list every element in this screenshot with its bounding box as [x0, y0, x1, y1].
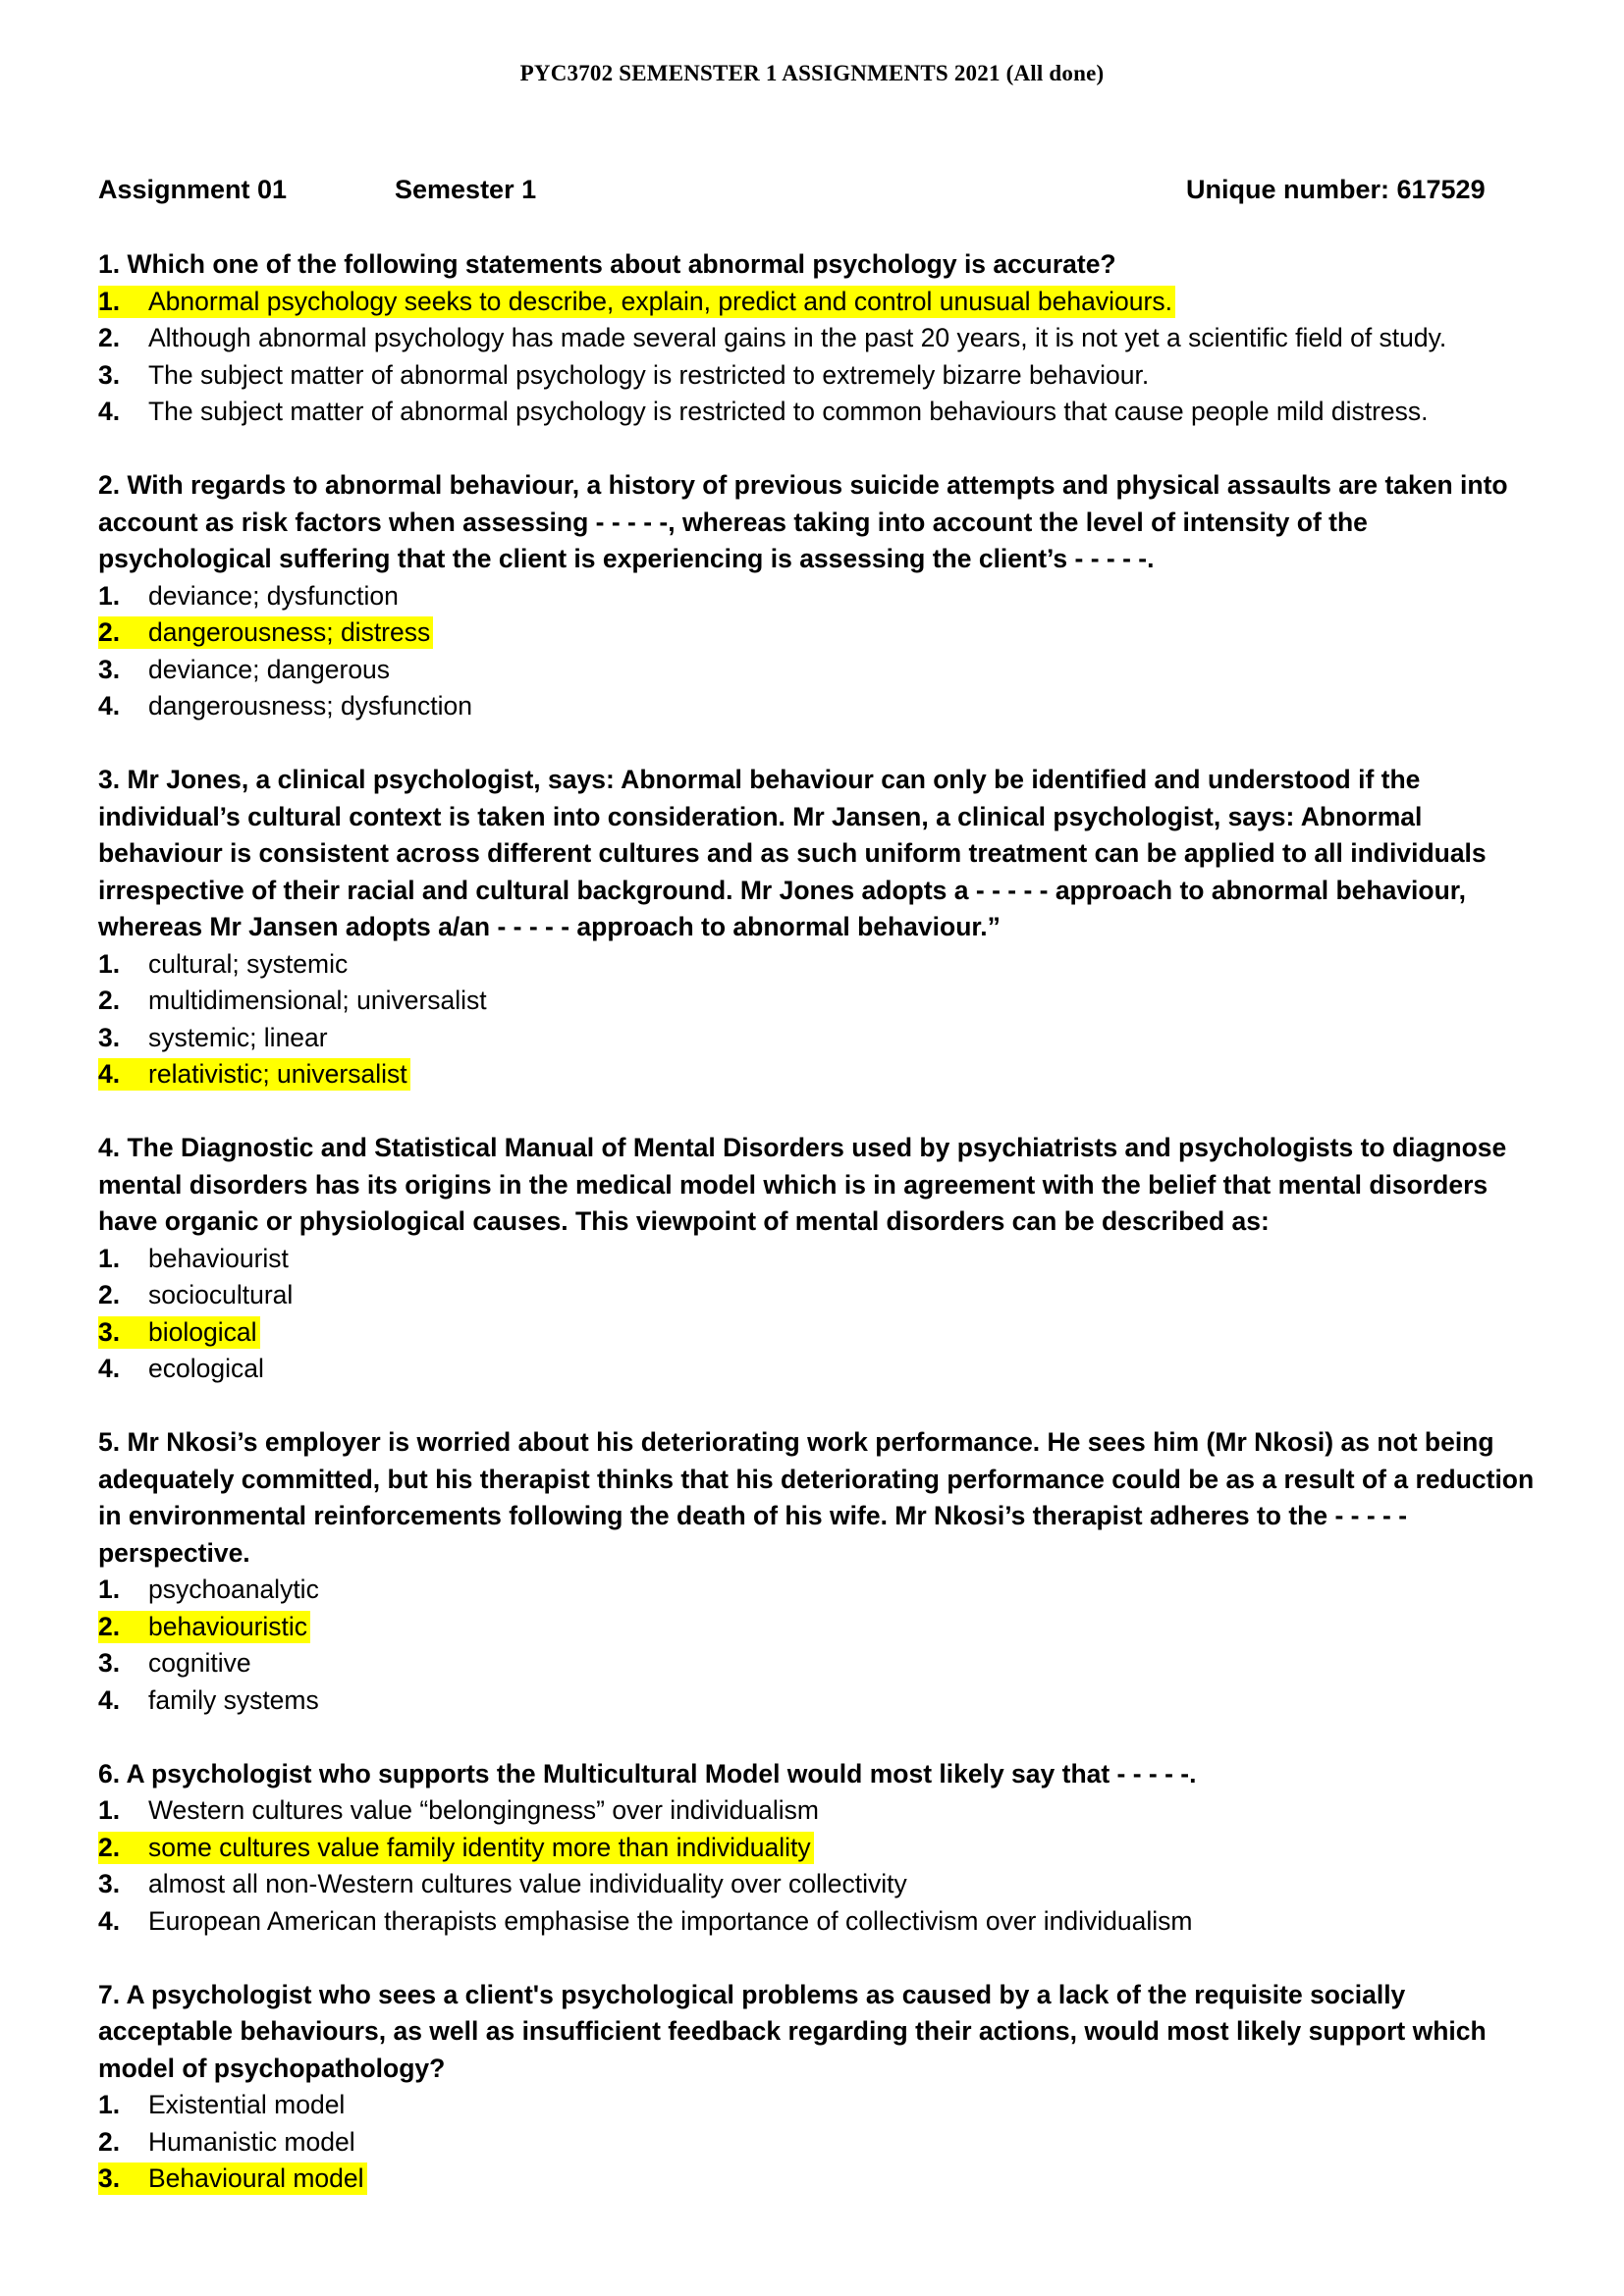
option-item	[98, 1277, 1542, 1314]
option-number: 4.	[98, 1684, 121, 1715]
question-number: 5.	[98, 1427, 121, 1457]
question-block	[98, 1977, 1542, 2198]
option-number: 2.	[98, 1832, 121, 1862]
option-text: almost all non-Western cultures value individuality over collectivity	[148, 1869, 907, 1898]
option-content	[98, 1611, 310, 1643]
option-list	[98, 284, 1542, 431]
question-text: Mr Nkosi’s employer is worried about his deteriorating work performance. He sees him (Mr Nkosi) as not being adequately committed, but his therapist thinks that his deteriorating performance could be as a result of a reduction in environmental reinforcements following the death of his wife. Mr Nkosi’s therapist adheres to the - - - - - perspective.	[98, 1427, 1535, 1568]
option-text: dangerousness; dysfunction	[148, 691, 472, 721]
option-number: 4.	[98, 1059, 121, 1089]
question-text: With regards to abnormal behaviour, a history of previous suicide attempts and physical assaults are taken into account as risk factors when assessing - - - - -, whereas taking into account the level of intensity of the psychological suffering that the client is experiencing is assessing the client’s - - - - -.	[98, 470, 1508, 573]
option-content	[98, 1868, 910, 1900]
question-stem	[98, 1130, 1542, 1241]
option-number: 3.	[98, 1869, 121, 1898]
option-list	[98, 1241, 1542, 1388]
option-number: 1.	[98, 286, 121, 316]
option-text: Western cultures value “belongingness” over individualism	[148, 1795, 819, 1825]
option-item	[98, 2087, 1542, 2124]
question-text: Mr Jones, a clinical psychologist, says: Abnormal behaviour can only be identified and understood if the individual’s cultural context is taken into consideration. Mr Jansen, a clinical psychologist, says: Abnormal behaviour is consistent across different cultures and as such uniform treatment can be applied to all individuals irrespective of their racial and cultural background. Mr Jones adopts a - - - - - approach to abnormal behaviour, whereas Mr Jansen adopts a/an - - - - - approach to abnormal behaviour.”	[98, 765, 1487, 941]
option-number: 1.	[98, 580, 121, 611]
option-number: 3.	[98, 2163, 121, 2193]
option-number: 3.	[98, 1022, 121, 1052]
option-item	[98, 578, 1542, 615]
question-number: 1.	[98, 249, 121, 279]
option-list	[98, 578, 1542, 725]
option-item	[98, 652, 1542, 689]
option-content	[98, 948, 351, 981]
option-text: sociocultural	[148, 1280, 294, 1309]
option-list	[98, 1792, 1542, 1940]
option-text: family systems	[148, 1684, 319, 1715]
option-number: 2.	[98, 617, 121, 647]
option-content	[98, 1058, 410, 1091]
option-item-highlighted	[98, 1830, 1542, 1867]
option-item	[98, 946, 1542, 984]
option-item	[98, 2124, 1542, 2162]
option-content	[98, 2089, 348, 2121]
option-content	[98, 2163, 367, 2195]
option-content	[98, 1279, 296, 1311]
option-item-highlighted	[98, 1609, 1542, 1646]
question-stem	[98, 762, 1542, 946]
question-block	[98, 1130, 1542, 1388]
option-text: systemic; linear	[148, 1022, 328, 1052]
option-item	[98, 1572, 1542, 1609]
question-stem	[98, 1977, 1542, 2088]
option-number: 2.	[98, 2126, 121, 2157]
option-number: 2.	[98, 323, 121, 352]
option-list	[98, 946, 1542, 1094]
option-number: 4.	[98, 1354, 121, 1383]
question-number: 3.	[98, 765, 121, 794]
assignment-label: Assignment 01	[98, 175, 288, 204]
option-item	[98, 1792, 1542, 1830]
question-number: 7.	[98, 1979, 121, 2009]
assignment-header	[98, 175, 1532, 210]
option-text: cultural; systemic	[148, 948, 349, 979]
option-text: dangerousness; distress	[148, 617, 431, 647]
option-item	[98, 394, 1542, 431]
option-content	[98, 1316, 260, 1349]
question-text: The Diagnostic and Statistical Manual of Mental Disorders used by psychiatrists and psychologists to diagnose mental disorders has its origins in the medical model which is in agreement with the belief that mental disorders have organic or physiological causes. This viewpoint of mental disorders can be described as:	[98, 1133, 1507, 1236]
option-item-highlighted	[98, 284, 1542, 321]
option-item-highlighted	[98, 1314, 1542, 1352]
question-block	[98, 467, 1542, 725]
option-text: The subject matter of abnormal psychology is restricted to extremely bizarre behaviour.	[148, 359, 1150, 390]
option-text: deviance; dysfunction	[148, 580, 399, 611]
option-text: Existential model	[148, 2090, 346, 2119]
option-number: 1.	[98, 1243, 121, 1273]
option-number: 4.	[98, 1905, 121, 1936]
option-text: some cultures value family identity more than individuality	[148, 1832, 811, 1862]
option-item-highlighted	[98, 1056, 1542, 1094]
option-number: 3.	[98, 654, 121, 684]
option-text: Abnormal psychology seeks to describe, explain, predict and control unusual behaviours.	[148, 286, 1172, 316]
option-number: 1.	[98, 2090, 121, 2119]
option-content	[98, 616, 433, 649]
option-content	[98, 396, 1432, 428]
option-text: multidimensional; universalist	[148, 986, 487, 1015]
option-text: behaviourist	[148, 1243, 289, 1273]
option-content	[98, 1022, 331, 1054]
option-content	[98, 690, 475, 722]
option-list	[98, 1572, 1542, 1719]
question-stem	[98, 246, 1542, 284]
option-content	[98, 985, 490, 1017]
option-item-highlighted	[98, 614, 1542, 652]
option-text: psychoanalytic	[148, 1575, 319, 1604]
option-text: relativistic; universalist	[148, 1059, 407, 1089]
option-text: Although abnormal psychology has made several gains in the past 20 years, it is not yet a scientific field of study.	[148, 323, 1447, 352]
option-content	[98, 359, 1152, 392]
option-number: 3.	[98, 1316, 121, 1347]
option-content	[98, 1647, 254, 1680]
option-item	[98, 688, 1542, 725]
question-number: 6.	[98, 1758, 121, 1789]
option-item	[98, 1351, 1542, 1388]
question-stem	[98, 467, 1542, 578]
question-text: Which one of the following statements about abnormal psychology is accurate?	[127, 249, 1116, 279]
option-item	[98, 357, 1542, 395]
option-content	[98, 1832, 814, 1864]
option-item	[98, 1241, 1542, 1278]
option-number: 3.	[98, 359, 121, 390]
option-item	[98, 1682, 1542, 1720]
option-item	[98, 1645, 1542, 1682]
option-number: 4.	[98, 397, 121, 426]
option-number: 4.	[98, 691, 121, 721]
option-text: Behavioural model	[148, 2163, 364, 2193]
question-stem	[98, 1756, 1542, 1793]
option-content	[98, 1243, 292, 1275]
question-stem	[98, 1424, 1542, 1572]
question-block	[98, 246, 1542, 431]
question-number: 4.	[98, 1133, 121, 1162]
question-block	[98, 1756, 1542, 1941]
unique-number-label: Unique number: 617529	[1186, 175, 1486, 204]
option-item	[98, 983, 1542, 1020]
option-item-highlighted	[98, 2161, 1542, 2198]
question-block	[98, 762, 1542, 1094]
question-list	[98, 246, 1542, 2234]
option-content	[98, 286, 1175, 318]
option-content	[98, 322, 1449, 354]
option-item	[98, 1903, 1542, 1941]
option-number: 1.	[98, 1575, 121, 1604]
option-content	[98, 1574, 322, 1606]
option-content	[98, 1794, 822, 1827]
option-item	[98, 320, 1542, 357]
question-text: A psychologist who supports the Multicultural Model would most likely say that - - - - -.	[126, 1758, 1197, 1789]
option-content	[98, 1905, 1195, 1938]
option-number: 2.	[98, 1280, 121, 1309]
option-content	[98, 1353, 267, 1385]
option-content	[98, 2126, 358, 2159]
option-number: 1.	[98, 1795, 121, 1825]
option-content	[98, 580, 402, 613]
option-text: deviance; dangerous	[148, 654, 391, 684]
option-item	[98, 1020, 1542, 1057]
option-text: ecological	[148, 1354, 264, 1383]
option-content	[98, 654, 393, 686]
option-text: cognitive	[148, 1648, 251, 1678]
option-text: behaviouristic	[148, 1611, 308, 1641]
question-text: A psychologist who sees a client's psychological problems as caused by a lack of the requisite socially acceptable behaviours, as well as insufficient feedback regarding their actions, would most likely support which model of psychopathology?	[98, 1979, 1487, 2083]
question-block	[98, 1424, 1542, 1719]
option-number: 3.	[98, 1648, 121, 1678]
option-item	[98, 1866, 1542, 1903]
option-content	[98, 1684, 322, 1717]
document-title: PYC3702 SEMENSTER 1 ASSIGNMENTS 2021 (All done)	[519, 61, 1105, 85]
option-text: biological	[148, 1316, 257, 1347]
option-number: 2.	[98, 986, 121, 1015]
option-number: 2.	[98, 1611, 121, 1641]
semester-label: Semester 1	[395, 175, 537, 204]
option-text: The subject matter of abnormal psychology is restricted to common behaviours that cause people mild distress.	[148, 397, 1429, 426]
option-number: 1.	[98, 948, 121, 979]
question-number: 2.	[98, 470, 121, 500]
option-list	[98, 2087, 1542, 2198]
option-text: European American therapists emphasise the importance of collectivism over individualism	[148, 1905, 1193, 1936]
option-text: Humanistic model	[148, 2126, 355, 2157]
